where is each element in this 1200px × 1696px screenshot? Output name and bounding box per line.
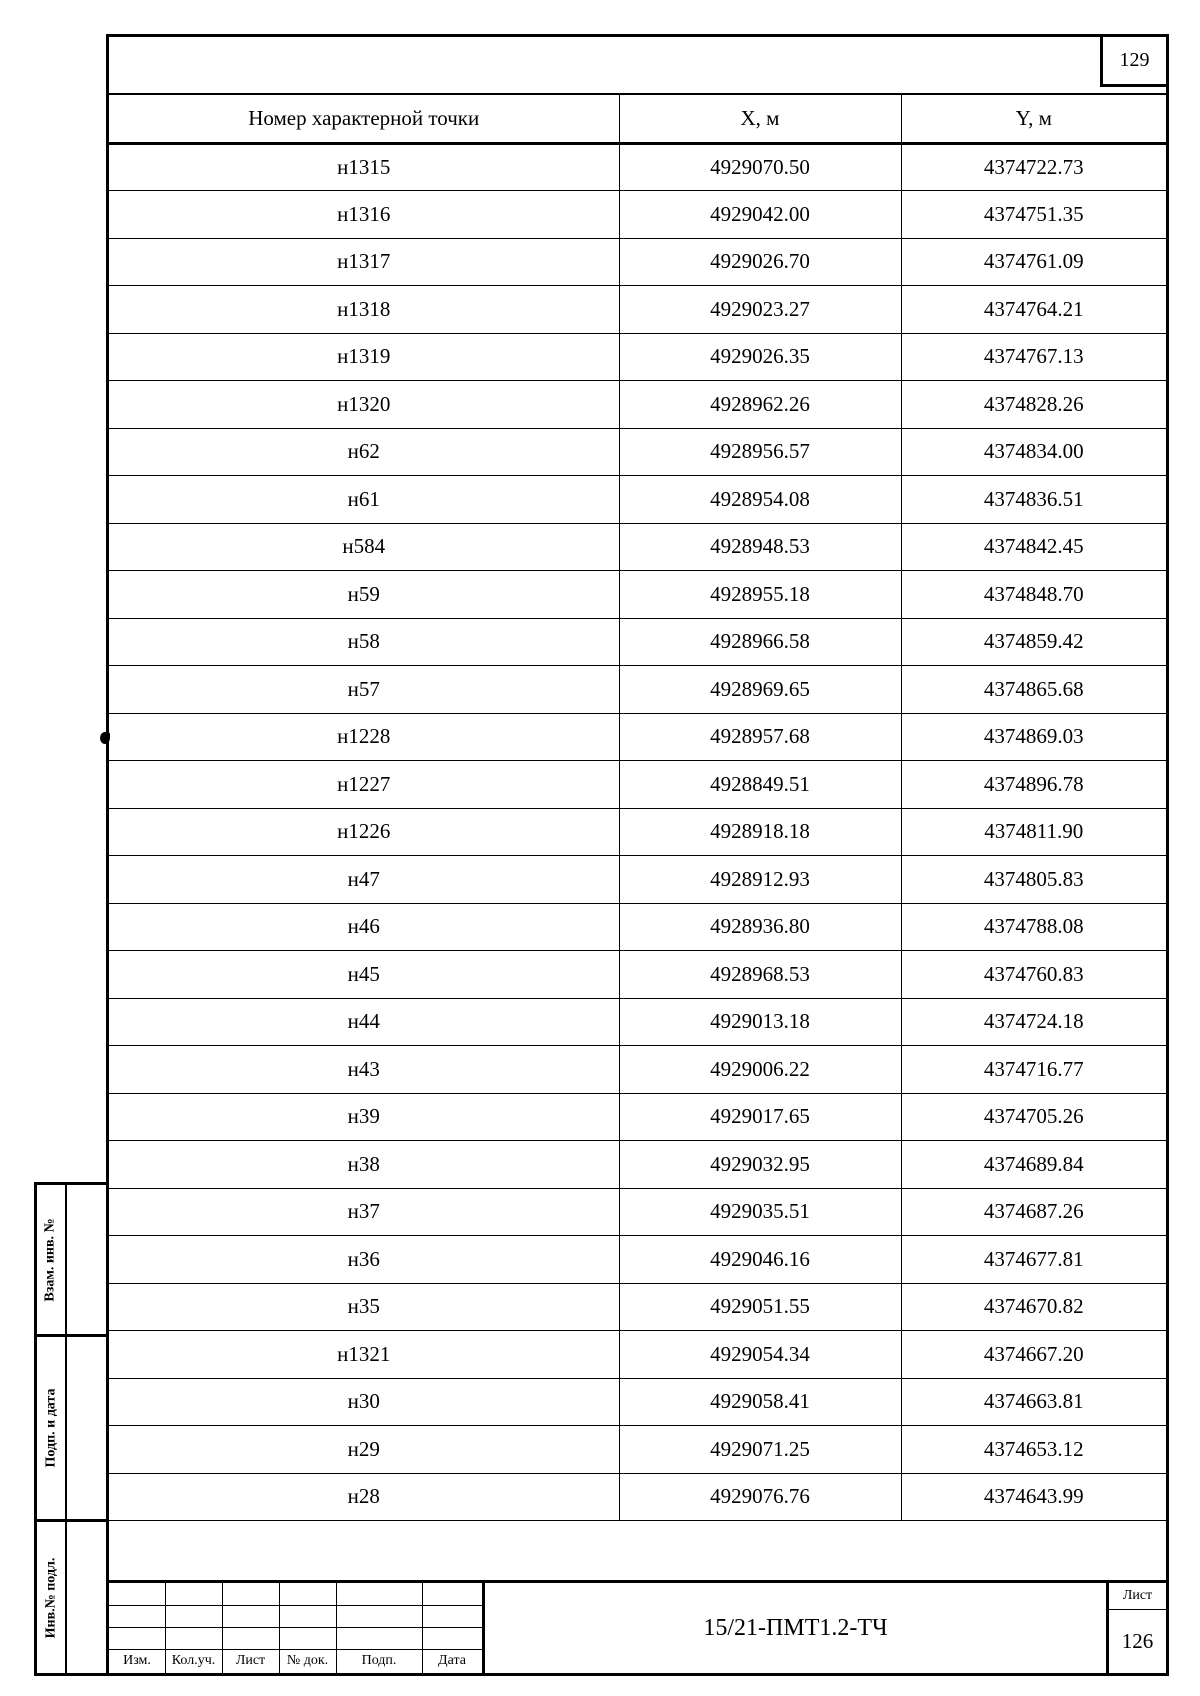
side-cell-original bbox=[37, 1522, 106, 1673]
cell-x: 4928966.58 bbox=[619, 618, 901, 666]
cell-y: 4374896.78 bbox=[901, 761, 1166, 809]
cell-y: 4374848.70 bbox=[901, 571, 1166, 619]
cell-point-number: н36 bbox=[109, 1236, 619, 1284]
binder-mark bbox=[100, 732, 110, 744]
cell-x: 4929054.34 bbox=[619, 1331, 901, 1379]
stamp-label-date: Дата bbox=[438, 1653, 466, 1668]
table-row bbox=[109, 191, 1166, 239]
cell-point-number: н47 bbox=[109, 856, 619, 904]
cell-x: 4928962.26 bbox=[619, 381, 901, 429]
cell-point-number: н35 bbox=[109, 1283, 619, 1331]
table-row bbox=[109, 761, 1166, 809]
sheet-number: 126 bbox=[1121, 1628, 1154, 1653]
side-cell-signature bbox=[37, 1337, 106, 1522]
cell-x: 4928954.08 bbox=[619, 476, 901, 524]
cell-y: 4374764.21 bbox=[901, 286, 1166, 334]
cell-x: 4929023.27 bbox=[619, 286, 901, 334]
cell-y: 4374859.42 bbox=[901, 618, 1166, 666]
cell-y: 4374834.00 bbox=[901, 428, 1166, 476]
table-row bbox=[109, 713, 1166, 761]
cell-point-number: н1321 bbox=[109, 1331, 619, 1379]
table-row bbox=[109, 523, 1166, 571]
cell-point-number: н44 bbox=[109, 998, 619, 1046]
cell-y: 4374788.08 bbox=[901, 903, 1166, 951]
cell-y: 4374705.26 bbox=[901, 1093, 1166, 1141]
cell-y: 4374722.73 bbox=[901, 143, 1166, 191]
table-row bbox=[109, 808, 1166, 856]
cell-y: 4374677.81 bbox=[901, 1236, 1166, 1284]
cell-x: 4929026.35 bbox=[619, 333, 901, 381]
binding-strip bbox=[34, 1182, 106, 1676]
cell-point-number: н59 bbox=[109, 571, 619, 619]
table-row bbox=[109, 1426, 1166, 1474]
sheet-box bbox=[1106, 1583, 1166, 1673]
cell-point-number: н30 bbox=[109, 1378, 619, 1426]
cell-y: 4374716.77 bbox=[901, 1046, 1166, 1094]
cell-point-number: н28 bbox=[109, 1473, 619, 1521]
title-block bbox=[109, 1580, 1166, 1673]
cell-point-number: н43 bbox=[109, 1046, 619, 1094]
table-row bbox=[109, 428, 1166, 476]
cell-point-number: н38 bbox=[109, 1141, 619, 1189]
cell-point-number: н1319 bbox=[109, 333, 619, 381]
cell-x: 4928912.93 bbox=[619, 856, 901, 904]
cell-y: 4374869.03 bbox=[901, 713, 1166, 761]
cell-point-number: н1318 bbox=[109, 286, 619, 334]
cell-point-number: н29 bbox=[109, 1426, 619, 1474]
side-cell-replacement bbox=[37, 1185, 106, 1337]
table-row bbox=[109, 1188, 1166, 1236]
cell-x: 4929017.65 bbox=[619, 1093, 901, 1141]
cell-point-number: н39 bbox=[109, 1093, 619, 1141]
table-row bbox=[109, 1283, 1166, 1331]
cell-point-number: н57 bbox=[109, 666, 619, 714]
table-row bbox=[109, 333, 1166, 381]
cell-x: 4929013.18 bbox=[619, 998, 901, 1046]
document-code: 15/21-ПМТ1.2-ТЧ bbox=[703, 1614, 888, 1641]
cell-y: 4374761.09 bbox=[901, 238, 1166, 286]
table-row bbox=[109, 286, 1166, 334]
side-label-original: Инв.№ подл. bbox=[43, 1557, 58, 1638]
table-row bbox=[109, 666, 1166, 714]
stamp-label-signature: Подп. bbox=[361, 1653, 397, 1668]
cell-point-number: н58 bbox=[109, 618, 619, 666]
cell-y: 4374643.99 bbox=[901, 1473, 1166, 1521]
table-row bbox=[109, 1141, 1166, 1189]
table-row bbox=[109, 903, 1166, 951]
cell-y: 4374842.45 bbox=[901, 523, 1166, 571]
cell-point-number: н37 bbox=[109, 1188, 619, 1236]
cell-point-number: н1316 bbox=[109, 191, 619, 239]
cell-y: 4374670.82 bbox=[901, 1283, 1166, 1331]
cell-x: 4929071.25 bbox=[619, 1426, 901, 1474]
table-row bbox=[109, 143, 1166, 191]
cell-y: 4374836.51 bbox=[901, 476, 1166, 524]
cell-y: 4374767.13 bbox=[901, 333, 1166, 381]
cell-x: 4928918.18 bbox=[619, 808, 901, 856]
cell-x: 4929046.16 bbox=[619, 1236, 901, 1284]
cell-point-number: н1228 bbox=[109, 713, 619, 761]
stamp-label-sheet: Лист bbox=[235, 1653, 266, 1668]
cell-x: 4929051.55 bbox=[619, 1283, 901, 1331]
revision-grid bbox=[109, 1583, 485, 1673]
table-row bbox=[109, 1236, 1166, 1284]
cell-point-number: н45 bbox=[109, 951, 619, 999]
table-row bbox=[109, 571, 1166, 619]
cell-y: 4374689.84 bbox=[901, 1141, 1166, 1189]
table-row bbox=[109, 1093, 1166, 1141]
cell-y: 4374724.18 bbox=[901, 998, 1166, 1046]
table-row bbox=[109, 951, 1166, 999]
cell-y: 4374667.20 bbox=[901, 1331, 1166, 1379]
cell-x: 4929070.50 bbox=[619, 143, 901, 191]
cell-x: 4928936.80 bbox=[619, 903, 901, 951]
cell-point-number: н1227 bbox=[109, 761, 619, 809]
table-row bbox=[109, 998, 1166, 1046]
cell-x: 4929042.00 bbox=[619, 191, 901, 239]
cell-x: 4929076.76 bbox=[619, 1473, 901, 1521]
stamp-label-count: Кол.уч. bbox=[171, 1653, 216, 1668]
cell-y: 4374811.90 bbox=[901, 808, 1166, 856]
header-x: X, м bbox=[619, 94, 901, 143]
cell-x: 4928955.18 bbox=[619, 571, 901, 619]
cell-y: 4374751.35 bbox=[901, 191, 1166, 239]
table-header-row bbox=[109, 94, 1166, 143]
cell-point-number: н584 bbox=[109, 523, 619, 571]
cell-x: 4929058.41 bbox=[619, 1378, 901, 1426]
table-row bbox=[109, 476, 1166, 524]
cell-x: 4929006.22 bbox=[619, 1046, 901, 1094]
stamp-label-change: Изм. bbox=[123, 1653, 151, 1668]
header-point-number: Номер характерной точки bbox=[109, 94, 619, 143]
table-row bbox=[109, 1331, 1166, 1379]
page-number: 129 bbox=[1100, 37, 1166, 87]
document-frame bbox=[106, 34, 1169, 1676]
cell-point-number: н1315 bbox=[109, 143, 619, 191]
cell-point-number: н46 bbox=[109, 903, 619, 951]
cell-x: 4928956.57 bbox=[619, 428, 901, 476]
side-label-signature: Подп. и дата bbox=[43, 1388, 58, 1468]
header-y: Y, м bbox=[901, 94, 1166, 143]
coordinates-table bbox=[109, 93, 1166, 1521]
cell-x: 4928969.65 bbox=[619, 666, 901, 714]
table-row bbox=[109, 238, 1166, 286]
cell-x: 4929035.51 bbox=[619, 1188, 901, 1236]
stamp-label-doc-number: № док. bbox=[286, 1653, 329, 1668]
cell-point-number: н62 bbox=[109, 428, 619, 476]
table-row bbox=[109, 381, 1166, 429]
cell-y: 4374663.81 bbox=[901, 1378, 1166, 1426]
cell-y: 4374865.68 bbox=[901, 666, 1166, 714]
cell-point-number: н61 bbox=[109, 476, 619, 524]
sheet-label: Лист bbox=[1109, 1583, 1166, 1610]
cell-x: 4928849.51 bbox=[619, 761, 901, 809]
cell-x: 4928968.53 bbox=[619, 951, 901, 999]
cell-y: 4374653.12 bbox=[901, 1426, 1166, 1474]
cell-y: 4374760.83 bbox=[901, 951, 1166, 999]
table-row bbox=[109, 1046, 1166, 1094]
cell-x: 4928948.53 bbox=[619, 523, 901, 571]
table-row bbox=[109, 1378, 1166, 1426]
cell-point-number: н1226 bbox=[109, 808, 619, 856]
cell-x: 4929026.70 bbox=[619, 238, 901, 286]
cell-point-number: н1320 bbox=[109, 381, 619, 429]
cell-point-number: н1317 bbox=[109, 238, 619, 286]
table-row bbox=[109, 618, 1166, 666]
cell-y: 4374805.83 bbox=[901, 856, 1166, 904]
side-label-replacement: Взам. инв. № bbox=[43, 1217, 59, 1302]
cell-y: 4374828.26 bbox=[901, 381, 1166, 429]
table-row bbox=[109, 1473, 1166, 1521]
cell-x: 4929032.95 bbox=[619, 1141, 901, 1189]
cell-x: 4928957.68 bbox=[619, 713, 901, 761]
table-row bbox=[109, 856, 1166, 904]
cell-y: 4374687.26 bbox=[901, 1188, 1166, 1236]
